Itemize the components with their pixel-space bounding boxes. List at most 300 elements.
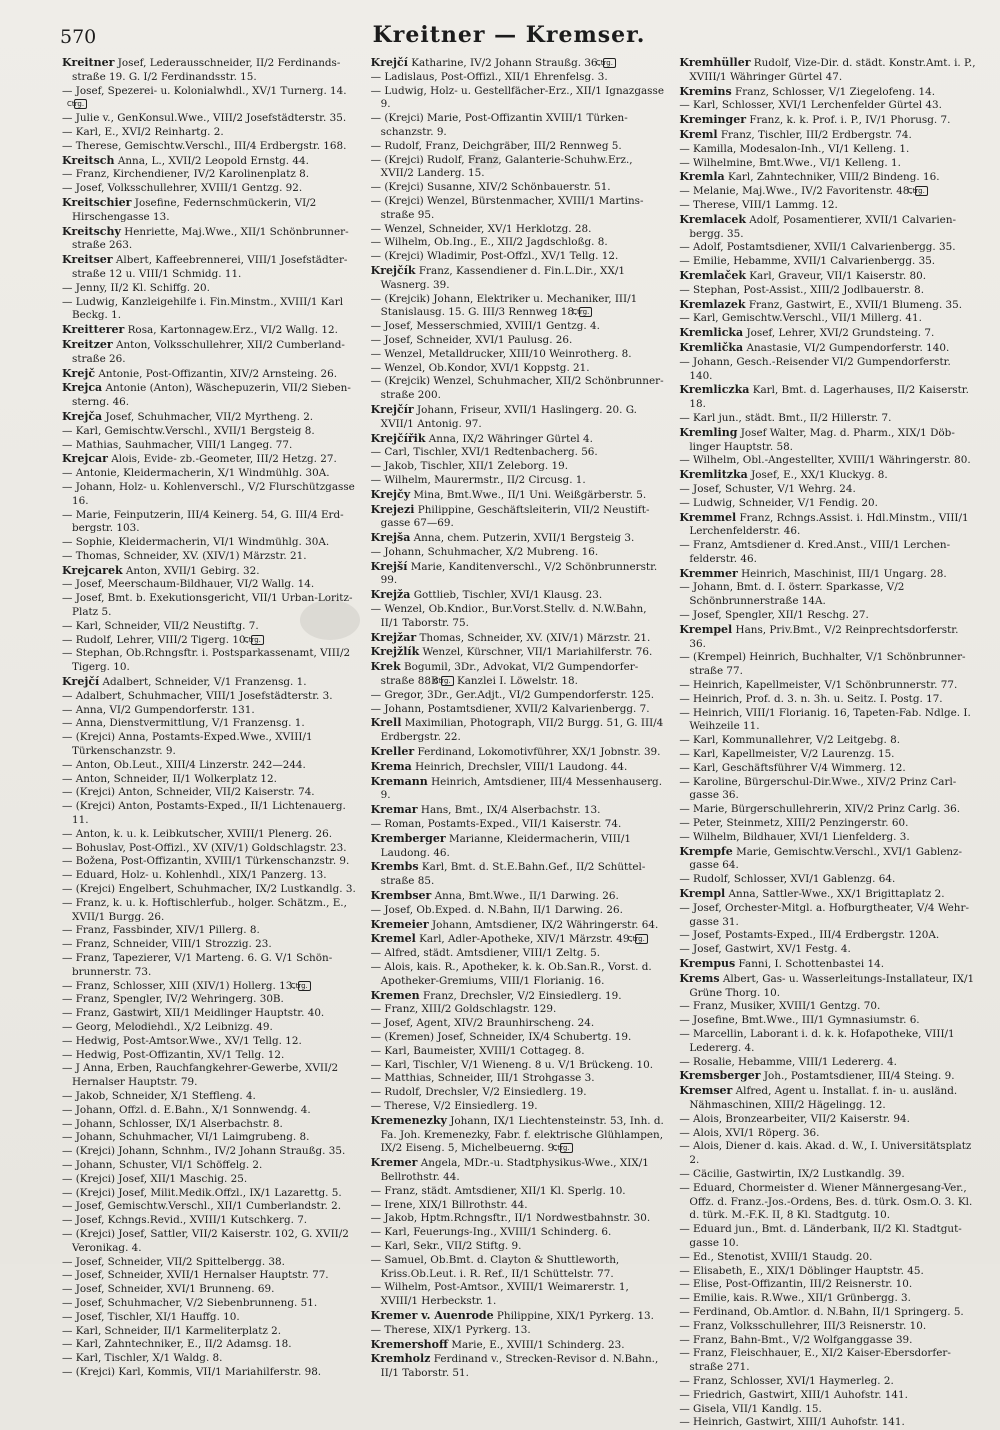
entry-text: — Rosalie, Hebamme, VIII/1 Ledererg. 4. (679, 1055, 897, 1068)
directory-entry (679, 497, 976, 511)
directory-entry (62, 786, 359, 800)
directory-entry (371, 154, 668, 182)
entry-text: — Karl, Geschäftsführer V/4 Wimmerg. 12. (679, 761, 906, 774)
directory-entry (679, 1140, 976, 1168)
entry-text: — Josef, Gastwirt, XV/1 Festg. 4. (679, 943, 851, 956)
entry-text: — Eduard, Chormeister d. Wiener Männergesang-Ver., Offz. d. Franz.-Jos.-Ordens, Bes. d. türk. Osm.O. 3. Kl. d. türk. M.-F.K. II, 8 Kl. Stadtgutg. 10. (679, 1181, 973, 1222)
directory-entry (371, 1100, 668, 1114)
entry-text: — Elise, Post-Offizantin, III/2 Reisnerstr. 10. (679, 1278, 913, 1291)
entry-text: — Elisabeth, E., XIX/1 Döblinger Hauptstr. 45. (679, 1264, 924, 1277)
entry-text: — (Krejci) Anton, Postamts-Exped., II/1 Lichtenauerg. 11. (62, 800, 346, 827)
directory-entry (679, 1127, 976, 1141)
entry-surname: Kremar (370, 803, 418, 817)
entry-text: Adalbert, Schneider, V/1 Franzensg. 1. (102, 676, 307, 689)
entry-text: Ferdinand, Lokomotivführer, XX/1 Jobnstr. 39. (417, 746, 661, 759)
entry-text: Karl, Bmt. d. St.E.Bahn.Gef., II/2 Schüttelstraße 85. (380, 861, 646, 888)
directory-entry (371, 1156, 668, 1185)
entry-surname: Krejčí (370, 56, 408, 69)
directory-entry (62, 1283, 359, 1297)
entry-text: — (Krejci) Josef, XII/1 Maschig. 25. (62, 1172, 248, 1185)
entry-text: Marianne, Kleidermacherin, VIII/1 Laudong. 46. (380, 832, 631, 859)
entry-text: — Eduard jun., Bmt. d. Länderbank, II/2 Kl. Stadtgutgasse 10. (679, 1223, 962, 1249)
directory-entry (62, 1200, 359, 1214)
entry-surname: Kremberger (370, 831, 446, 845)
entry-text: — Franz, XIII/2 Goldschlagstr. 129. (370, 1003, 557, 1016)
entry-text: — Rudolf, Franz, Deichgräber, III/2 Rennweg 5. (370, 139, 622, 152)
directory-entry (62, 993, 359, 1007)
directory-entry (679, 1334, 976, 1348)
entry-text: — Adolf, Postamtsdiener, XVII/1 Calvarienbergg. 35. (679, 241, 956, 254)
entry-text: — Karl, Tischler, X/1 Waldg. 8. (62, 1352, 223, 1365)
directory-entry (62, 759, 359, 773)
directory-entry (371, 503, 668, 532)
directory-entry (62, 1118, 359, 1132)
directory-entry (679, 1000, 976, 1014)
directory-entry (62, 1366, 359, 1380)
directory-entry (62, 467, 359, 481)
directory-entry (371, 1017, 668, 1031)
entry-surname: Kremeier (370, 917, 429, 931)
entry-text: — Wilhelmine, Bmt.Wwe., VI/1 Kelleng. 1. (679, 156, 901, 169)
entry-surname: Kremlazek (679, 297, 746, 311)
directory-entry (679, 943, 976, 957)
directory-entry (371, 1031, 668, 1045)
entry-text: Franz, Gastwirt, E., XVII/1 Blumeng. 35. (748, 298, 963, 311)
entry-surname: Kremmer (679, 566, 738, 580)
entry-surname: Krempel (679, 622, 733, 636)
directory-entry (371, 818, 668, 832)
entry-text: Heinrich, Drechsler, VIII/1 Laudong. 44. (415, 760, 628, 773)
directory-entry (371, 348, 668, 362)
telephone-tag-icon: Ctrg. (635, 934, 648, 944)
entry-text: — Heinrich, Prof. d. 3. n. 3h. u. Seitz. I. Postg. 17. (679, 692, 943, 705)
telephone-tag-icon: Ctrg. (603, 58, 616, 68)
page-header (58, 20, 960, 54)
directory-entry (679, 170, 976, 185)
entry-text: — Josef, Schneider, XVII/1 Hernalser Hauptstr. 77. (62, 1269, 329, 1282)
entry-surname: Kremmel (679, 510, 737, 524)
directory-entry (371, 1086, 668, 1100)
entry-surname: Krejč (62, 366, 96, 380)
entry-text: — Irene, XIX/1 Billrothstr. 44. (370, 1198, 528, 1211)
entry-text: — Josef, Orchester-Mitgl. a. Hofburgtheater, V/4 Wehrgasse 31. (679, 901, 969, 928)
directory-entry (62, 1131, 359, 1145)
entry-text: Karl, Adler-Apotheke, XIV/1 Märzstr. 49. (419, 933, 633, 946)
entry-text: — Anna, Dienstvermittlung, V/1 Franzensg. 1. (62, 717, 305, 730)
telephone-tag-icon: Ctrg. (579, 307, 592, 317)
directory-entry (371, 236, 668, 250)
entry-surname: Krejša (370, 531, 411, 545)
entry-text: Marie, E., XVIII/1 Schinderg. 23. (451, 1338, 625, 1351)
entry-text: — Wilhelm, Maurermstr., II/2 Circusg. 1. (370, 473, 586, 486)
directory-entry (62, 452, 359, 467)
entry-text: — Karl, Schneider, VII/2 Neustiftg. 7. (62, 619, 259, 632)
directory-entry (679, 1028, 976, 1056)
directory-entry (62, 1145, 359, 1159)
entry-text: Bogumil, 3Dr., Advokat, VI/2 Gumpendorferstraße 88B (380, 661, 639, 688)
entry-text: — Karl, Kapellmeister, V/2 Laurenzg. 15. (679, 748, 895, 761)
directory-entry (62, 842, 359, 856)
entry-text: — (Krejci) Wenzel, Bürstenmacher, XVIII/1 Martinsstraße 95. (370, 194, 644, 221)
directory-entry (679, 383, 976, 412)
entry-text: — Samuel, Ob.Bmt. d. Clayton & Shuttleworth, Kriss.Ob.Leut. i. R. Ref., II/1 Schüttelstr. 77. (370, 1253, 620, 1280)
entry-surname: Krembs (370, 860, 419, 874)
entry-text: — Franz, Bahn-Bmt., V/2 Wolfganggasse 39. (679, 1333, 913, 1346)
directory-entry (62, 1090, 359, 1104)
entry-text: — Cäcilie, Gastwirtin, IX/2 Lustkandlg. 39. (679, 1167, 905, 1180)
entry-text: — Josef, Postamts-Exped., III/4 Erdbergstr. 120A. (679, 929, 940, 942)
directory-entry (679, 1182, 976, 1223)
directory-entry (371, 334, 668, 348)
directory-entry (679, 748, 976, 762)
directory-entry (679, 567, 976, 582)
directory-entry (371, 71, 668, 85)
directory-entry (679, 1306, 976, 1320)
entry-text: Antonie (Anton), Wäschepuzerin, VII/2 Siebensterng. 46. (72, 382, 351, 409)
directory-entry (62, 704, 359, 718)
entry-text: — Stephan, Post-Assist., XIII/2 Jodlbauerstr. 8. (679, 283, 925, 296)
directory-entry (371, 860, 668, 889)
directory-entry (679, 1056, 976, 1070)
directory-entry (679, 241, 976, 255)
entry-text: — Julie v., GenKonsul.Wwe., VIII/2 Josefstädterstr. 35. (62, 112, 347, 125)
entry-text: Katharine, IV/2 Johann Straußg. 36. (411, 57, 601, 69)
directory-entry (371, 432, 668, 447)
directory-entry (679, 143, 976, 157)
entry-text: — Franz, Musiker, XVIII/1 Gentzg. 70. (679, 1000, 881, 1013)
directory-entry (679, 1375, 976, 1389)
entry-text: — Marcellin, Laborant i. d. k. k. Hofapotheke, VIII/1 Ledererg. 4. (679, 1027, 955, 1054)
directory-entry (371, 1226, 668, 1240)
entry-text: Heinrich, Amtsdiener, III/4 Messenhauserg. 9. (380, 775, 663, 802)
directory-entry (62, 1228, 359, 1256)
directory-entry (62, 1035, 359, 1049)
entry-surname: Kremhüller (679, 56, 751, 69)
directory-entry (62, 282, 359, 296)
directory-entry (679, 341, 976, 356)
entry-text: Franz, k. k. Prof. i. P., IV/1 Phorusg. 7. (749, 114, 951, 127)
entry-text: Josef, Schuhmacher, VII/2 Myrtheng. 2. (105, 410, 314, 423)
entry-text: — Karl, Kommunallehrer, V/2 Leitgebg. 8. (679, 734, 901, 747)
entry-text: — Alois, XVI/1 Röperg. 36. (679, 1126, 820, 1139)
directory-entry (371, 1003, 668, 1017)
entry-text: Johann, IX/1 Liechtensteinstr. 53, Inh. d. Fa. Joh. Kremenezky, Fabr. f. elektrische Glühlampen, IX/2 Eiseng. 5, Michelbeuerng. 9. (380, 1114, 664, 1155)
entry-text: Josefine, Federnschmückerin, VI/2 Hirschengasse 13. (72, 196, 317, 223)
entry-text: — Therese, VIII/1 Lammg. 12. (679, 198, 838, 211)
directory-entry (679, 902, 976, 930)
entry-text: — (Krejci) Rudolf, Franz, Galanterie-Schuhw.Erz., XVII/2 Landerg. 15. (370, 153, 633, 180)
entry-text: Anna, chem. Putzerin, XVII/1 Bergsteig 3. (413, 532, 635, 545)
entry-text: Franz, Drechsler, V/2 Einsiedlerg. 19. (422, 989, 622, 1002)
directory-entry (62, 647, 359, 675)
entry-text: — Ed., Stenotist, XVIII/1 Staudg. 20. (679, 1250, 873, 1263)
directory-entry (371, 645, 668, 660)
entry-surname: Kremer (370, 1156, 418, 1170)
directory-entry (62, 690, 359, 704)
entry-text: — Wenzel, Metalldrucker, XIII/10 Weinrotherg. 8. (370, 347, 632, 360)
directory-entry (371, 195, 668, 223)
telephone-tag-icon: Ctrg. (441, 676, 454, 686)
directory-entry (679, 831, 976, 845)
entry-text: — Alois, Bronzearbeiter, VII/2 Kaiserstr. 94. (679, 1112, 910, 1125)
entry-surname: Kremins (679, 84, 732, 98)
entry-text: — Georg, Melodiehdl., X/2 Leibnizg. 49. (62, 1020, 273, 1033)
directory-entry (371, 1309, 668, 1324)
directory-entry (679, 56, 976, 85)
entry-text: — (Krejci) Karl, Kommis, VII/1 Mariahilferstr. 98. (62, 1365, 322, 1378)
directory-entry (371, 1324, 668, 1338)
entry-text: Anna, Bmt.Wwe., II/1 Darwing. 26. (434, 890, 619, 903)
entry-text: — Karl, Baumeister, XVIII/1 Cottageg. 8. (370, 1044, 585, 1057)
entry-text: — Karl, Gemischtw.Verschl., VII/1 Millerg. 41. (679, 312, 922, 325)
entry-text: Franz, Rchngs.Assist. i. Hdl.Minstm., VIII/1 Lerchenfelderstr. 46. (689, 511, 969, 538)
entry-text: — Anton, k. u. k. Leibkutscher, XVIII/1 Plenerg. 26. (62, 827, 333, 840)
directory-entry (371, 760, 668, 775)
directory-entry (62, 897, 359, 925)
directory-entry (62, 225, 359, 254)
directory-entry (62, 1269, 359, 1283)
entry-text: — Johann, Bmt. d. I. österr. Sparkasse, V/2 Schönbrunnerstraße 14A. (679, 581, 905, 608)
entry-text: — Anton, Schneider, II/1 Wolkerplatz 12. (62, 772, 277, 785)
directory-entry (62, 717, 359, 731)
directory-entry (679, 128, 976, 143)
directory-entry (62, 924, 359, 938)
directory-entry (679, 454, 976, 468)
entry-text: — Jakob, Hptm.Rchngsftr., II/1 Nordwestbahnstr. 30. (370, 1212, 651, 1225)
entry-text: Josef, Lehrer, XVI/2 Grundsteing. 7. (746, 327, 935, 340)
directory-entry (371, 460, 668, 474)
directory-entry (679, 762, 976, 776)
directory-entry (679, 326, 976, 341)
entry-text: — (Krejci) Wladimir, Post-Offzl., XV/1 Tellg. 12. (370, 250, 619, 263)
directory-entry (62, 800, 359, 828)
entry-surname: Krempus (679, 957, 736, 970)
entry-text: — (Krejcik) Johann, Elektriker u. Mechaniker, III/1 Stanislausg. 15. G. III/3 Rennweg 18. (370, 292, 638, 319)
directory-entry (371, 1352, 668, 1381)
entry-surname: Kremer v. Auenrode (370, 1308, 494, 1322)
directory-entry (371, 961, 668, 989)
entry-text: — Božena, Post-Offizantin, XVIII/1 Türkenschanzstr. 9. (62, 855, 350, 868)
entry-text: — Josef, Schuster, V/1 Wehrg. 24. (679, 482, 856, 495)
entry-text: Angela, MDr.-u. Stadtphysikus-Wwe., XIX/1 Bellrothstr. 44. (380, 1157, 649, 1183)
directory-entry (62, 1049, 359, 1063)
entry-text: — Wenzel, Ob.Kndior., Bur.Vorst.Stellv. d. N.W.Bahn, II/1 Taborstr. 75. (370, 603, 647, 629)
entry-text: — Karoline, Bürgerschul-Dir.Wwe., XIV/2 Prinz Carlgasse 36. (679, 775, 957, 802)
entry-text: — Josef, Schneider, VII/2 Spittelbergg. 38. (62, 1255, 285, 1268)
directory-entry (679, 1069, 976, 1084)
directory-entry (62, 564, 359, 579)
directory-entry (679, 412, 976, 426)
entry-text: — Hedwig, Post-Amtsor.Wwe., XV/1 Tellg. 12. (62, 1034, 302, 1047)
directory-entry (371, 989, 668, 1004)
directory-entry (371, 689, 668, 703)
directory-entry (371, 588, 668, 603)
directory-entry (371, 446, 668, 460)
entry-text: — Heinrich, Kapellmeister, V/1 Schönbrunnerstr. 77. (679, 679, 958, 692)
entry-surname: Kremel (370, 932, 416, 946)
entry-surname: Kreitsch (62, 153, 115, 167)
directory-entry (62, 126, 359, 140)
directory-columns (62, 56, 976, 1429)
entry-text: Anton, Volksschullehrer, XII/2 Cumberlandstraße 26. (72, 338, 345, 365)
entry-surname: Krejža (370, 588, 411, 602)
entry-text: — Wenzel, Schneider, XV/1 Herklotzg. 28. (370, 222, 592, 235)
entry-text: — (Krejci) Anna, Postamts-Exped.Wwe., XVIII/1 Türkenschanzstr. 9. (62, 731, 313, 758)
directory-entry (62, 56, 359, 85)
entry-text: — Friedrich, Gastwirt, XIII/1 Auhofstr. 141. (679, 1388, 908, 1401)
entry-surname: Krell (370, 716, 402, 730)
entry-text: Mina, Bmt.Wwe., II/1 Uni. Weißgärberstr. 5. (413, 488, 647, 501)
entry-text: — Jenny, II/2 Kl. Schiffg. 20. (62, 281, 210, 294)
directory-entry (679, 298, 976, 313)
entry-text: — Karl, Schlosser, XVI/1 Lerchenfelder Gürtel 43. (679, 99, 942, 112)
entry-text: — Emilie, kais. R.Wwe., XII/1 Grünbergg. 3. (679, 1292, 911, 1305)
entry-text: Joh., Postamtsdiener, III/4 Steing. 9. (763, 1070, 955, 1083)
column-middle (370, 56, 668, 1380)
entry-text: — Rudolf, Drechsler, V/2 Einsiedlerg. 19. (370, 1086, 587, 1099)
entry-surname: Kremlicka (679, 326, 744, 340)
entry-text: — Johann, Schuhmacher, X/2 Mubreng. 16. (370, 545, 599, 558)
directory-entry (371, 85, 668, 113)
directory-entry (62, 1104, 359, 1118)
directory-entry (679, 312, 976, 326)
directory-entry (62, 1214, 359, 1228)
entry-text: — (Krejcik) Wenzel, Schuhmacher, XII/2 Schönbrunnerstraße 200. (370, 375, 664, 402)
directory-entry (679, 734, 976, 748)
directory-entry (679, 581, 976, 609)
entry-text: — Karl, Zahntechniker, E., II/2 Adamsg. 18. (62, 1338, 292, 1351)
entry-text: — Josef, Agent, XIV/2 Braunhirscheng. 24. (370, 1017, 595, 1030)
entry-text: Josef, Lederausschneider, II/2 Ferdinandsstraße 19. G. I/2 Ferdinandsstr. 15. (72, 57, 341, 83)
entry-text: — Bohuslav, Post-Offizl., XV (XIV/1) Goldschlagstr. 23. (62, 841, 347, 854)
directory-entry (371, 631, 668, 646)
entry-text: — Josef, Ob.Exped. d. N.Bahn, II/1 Darwing. 26. (370, 903, 623, 916)
directory-entry (371, 1045, 668, 1059)
entry-text: — Anna, VI/2 Gumpendorferstr. 131. (62, 703, 255, 716)
entry-text: — Ludwig, Holz- u. Gestellfächer-Erz., XII/1 Ignazgasse 9. (370, 84, 664, 111)
directory-entry (62, 938, 359, 952)
directory-entry (62, 168, 359, 182)
entry-text: — Alois, Diener d. kais. Akad. d. W., I. Universitätsplatz 2. (679, 1140, 972, 1167)
entry-text-continued: Kanzlei I. Löwelstr. 18. (456, 675, 578, 688)
directory-entry (679, 468, 976, 483)
entry-text: — Josefine, Bmt.Wwe., III/1 Gymnasiumstr. 6. (679, 1014, 920, 1027)
entry-text: — Adalbert, Schuhmacher, VIII/1 Josefstädterstr. 3. (62, 689, 333, 702)
entry-text: Hans, Priv.Bmt., V/2 Reinprechtsdorferstr. 36. (689, 623, 959, 650)
directory-entry (62, 1256, 359, 1270)
directory-entry (679, 1278, 976, 1292)
entry-text: — Alois, kais. R., Apotheker, k. k. Ob.San.R., Vorst. d. Apotheker-Gremiums, VIII/1 Florianig. 16. (370, 961, 652, 987)
entry-text: — Karl, Sekr., VII/2 Stiftg. 9. (370, 1239, 522, 1252)
directory-entry (679, 873, 976, 887)
entry-surname: Krejca (62, 381, 103, 395)
directory-entry (679, 113, 976, 128)
entry-surname: Kremen (370, 988, 420, 1002)
entry-surname: Krejcarek (62, 563, 123, 577)
entry-text: — Josef, Bmt. b. Exekutionsgericht, VII/1 Urban-Loritz-Platz 5. (62, 592, 353, 619)
column-right (679, 56, 976, 1429)
directory-entry (371, 112, 668, 140)
directory-entry (62, 1173, 359, 1187)
entry-text: Josef Walter, Mag. d. Pharm., XIX/1 Döblinger Hauptstr. 58. (689, 426, 955, 453)
directory-entry (371, 293, 668, 321)
directory-entry (371, 947, 668, 961)
telephone-tag-icon: Ctrg. (251, 635, 264, 645)
entry-text: — Franz, Amtsdiener d. Kred.Anst., VIII/1 Lerchenfelderstr. 46. (679, 539, 951, 565)
directory-entry (371, 531, 668, 546)
directory-entry (371, 1240, 668, 1254)
directory-entry (679, 707, 976, 735)
entry-text: Anastasie, VI/2 Gumpendorferstr. 140. (746, 341, 950, 354)
directory-entry (62, 481, 359, 509)
directory-entry (679, 679, 976, 693)
entry-surname: Kreitschier (62, 195, 132, 209)
directory-entry (371, 181, 668, 195)
directory-entry (679, 426, 976, 455)
directory-entry (679, 85, 976, 100)
entry-text: Adolf, Posamentierer, XVII/1 Calvarienbergg. 35. (689, 213, 957, 240)
directory-entry (679, 1014, 976, 1028)
directory-entry (62, 1021, 359, 1035)
directory-entry (371, 918, 668, 933)
entry-text: Marie, Gemischtw.Verschl., XVI/1 Gablenzgasse 64. (689, 845, 963, 872)
directory-entry (371, 1212, 668, 1226)
directory-entry (62, 323, 359, 338)
directory-entry (679, 1251, 976, 1265)
entry-text: — Ludwig, Schneider, V/1 Fendig. 20. (679, 496, 878, 509)
directory-entry (62, 253, 359, 282)
directory-entry (679, 157, 976, 171)
entry-text: — Karl, Gemischtw.Verschl., XVII/1 Bergsteig 8. (62, 424, 315, 437)
entry-text: Gottlieb, Tischler, XVI/1 Klausg. 23. (413, 589, 603, 602)
entry-surname: Kremholz (370, 1352, 431, 1366)
entry-text: — Josef, Gemischtw.Verschl., XII/1 Cumberlandstr. 2. (62, 1200, 342, 1213)
entry-text: Henriette, Maj.Wwe., XII/1 Schönbrunnerstraße 263. (72, 225, 349, 252)
entry-text: — Josef, Tischler, XI/1 Hauffg. 10. (62, 1310, 240, 1323)
directory-entry (679, 817, 976, 831)
entry-text: — Karl, E., XVI/2 Reinhartg. 2. (62, 125, 224, 138)
directory-entry (62, 634, 359, 648)
directory-entry (371, 1338, 668, 1353)
directory-entry (371, 603, 668, 631)
directory-entry (62, 883, 359, 897)
entry-text: — Therese, XIX/1 Pyrkerg. 13. (370, 1323, 531, 1336)
entry-text: — Karl jun., städt. Bmt., II/2 Hillerstr. 7. (679, 411, 892, 424)
entry-text: Albert, Kaffeebrennerei, VIII/1 Josefstädterstraße 12 u. VIII/1 Schmidg. 11. (72, 254, 348, 280)
entry-text: — Karl, Tischler, V/1 Wieneng. 8 u. V/1 Brückeng. 10. (370, 1058, 654, 1071)
entry-surname: Kreller (370, 745, 415, 759)
directory-entry (62, 338, 359, 367)
entry-text: Alois, Evide- zb.-Geometer, III/2 Hetzg. 27. (111, 453, 337, 466)
directory-entry (679, 99, 976, 113)
directory-entry (371, 832, 668, 861)
directory-entry (62, 367, 359, 382)
entry-text: — Josef, Volksschullehrer, XVIII/1 Gentzg. 92. (62, 182, 303, 195)
directory-entry (679, 269, 976, 284)
directory-entry (679, 483, 976, 497)
entry-surname: Kremliczka (679, 383, 750, 397)
directory-entry (371, 1185, 668, 1199)
directory-entry (679, 1389, 976, 1403)
entry-text: — Ludwig, Kanzleigehilfe i. Fin.Minstm., XVIII/1 Karl Beckg. 1. (62, 295, 344, 322)
directory-entry (679, 1113, 976, 1127)
directory-entry (371, 716, 668, 745)
page-number: 570 (60, 26, 97, 48)
entry-text: Franz, Tischler, III/2 Erdbergstr. 74. (720, 128, 912, 141)
page-title: Kreitner — Kremser. (372, 22, 646, 48)
directory-entry (371, 375, 668, 403)
directory-entry (371, 904, 668, 918)
